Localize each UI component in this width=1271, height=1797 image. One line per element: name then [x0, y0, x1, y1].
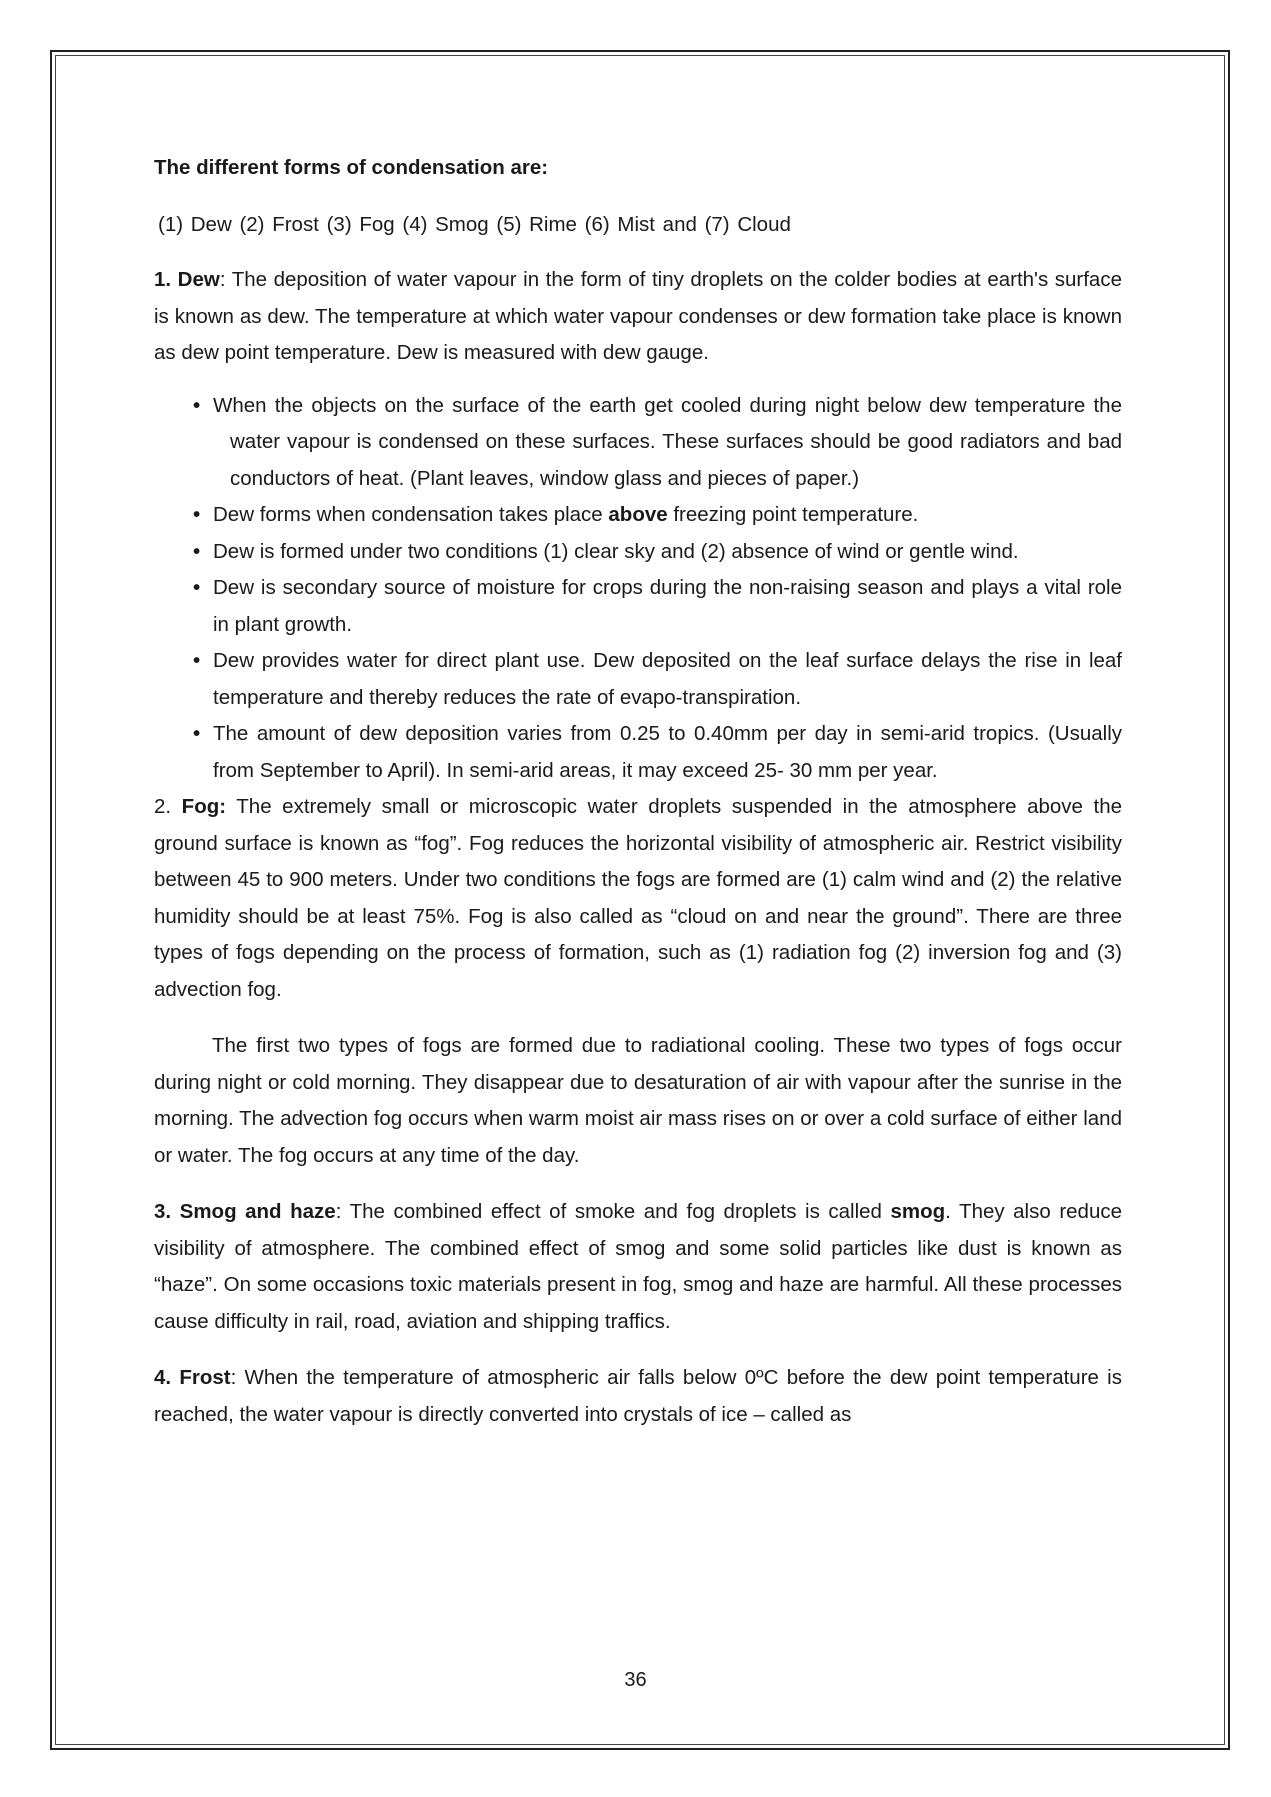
frost-label: 4. Frost: [154, 1366, 231, 1389]
fog-paragraph-2: The first two types of fogs are formed due to radiational cooling. These two types of fogs occur during night or cold morning. They disappear due to desaturation of air with vapour after the sunrise in the morning. The advection fog occurs when warm moist air mass rises on or over a cold surface of either land or water. The fog occurs at any time of the day.: [154, 1034, 1122, 1167]
bullet-icon: •: [193, 576, 201, 599]
dew-bullet-3: • Dew is formed under two conditions (1) clear sky and (2) absence of wind or gentle wind.: [154, 534, 1122, 571]
bullet-icon: •: [193, 539, 201, 563]
fog-label: Fog:: [181, 795, 227, 818]
smog-paragraph: 3. Smog and haze: The combined effect of smoke and fog droplets is called smog. They also reduce visibility of atmosphere. The combined effect of smog and some solid particles like dust is known as “haze”. On some occasions toxic materials present in fog, smog and haze are harmful. All these processes cause difficulty in rail, road, aviation and shipping traffics.: [154, 1200, 1122, 1333]
dew-text: : The deposition of water vapour in the form of tiny droplets on the colder bodies at earth's surface is known as dew. The temperature at which water vapour condenses or dew formation take place is known as dew point temperature. Dew is measured with dew gauge.: [154, 268, 1122, 364]
section-heading: The different forms of condensation are:: [154, 156, 549, 179]
bullet-icon: •: [193, 649, 201, 672]
dew-bullet-list: [154, 388, 1122, 790]
fog-paragraph: 2. Fog: The extremely small or microscopic water droplets suspended in the atmosphere above the ground surface is known as “fog”. Fog reduces the horizontal visibility of atmospheric air. Restrict visibility between 45 to 900 meters. Under two conditions the fogs are formed are (1) calm wind and (2) the relative humidity should be at least 75%. Fog is also called as “cloud on and near the ground”. There are three types of fogs depending on the process of formation, such as (1) radiation fog (2) inversion fog and (3) advection fog.: [154, 795, 1123, 1001]
dew-paragraph: [154, 262, 1122, 372]
smog-label: 3. Smog and haze: [154, 1200, 336, 1223]
dew-bullet-4: • Dew is secondary source of moisture for crops during the non-raising season and plays a vital role in plant growth.: [154, 570, 1122, 643]
dew-bullet-5: • Dew provides water for direct plant use. Dew deposited on the leaf surface delays the rise in leaf temperature and thereby reduces the rate of evapo-transpiration.: [154, 643, 1122, 716]
dew-bullet-1: • When the objects on the surface of the earth get cooled during night below dew temperature the water vapour is condensed on these surfaces. These surfaces should be good radiators and bad conductors of heat. (Plant leaves, window glass and pieces of paper.): [193, 393, 1122, 490]
frost-paragraph: 4. Frost: When the temperature of atmospheric air falls below 0ºC before the dew point temperature is reached, the water vapour is directly converted into crystals of ice – called as: [154, 1366, 1122, 1426]
bullet-icon: •: [193, 722, 201, 745]
condensation-forms-list: (1) Dew (2) Frost (3) Fog (4) Smog (5) Rime (6) Mist and (7) Cloud: [158, 212, 791, 236]
dew-bullet-6: • The amount of dew deposition varies from 0.25 to 0.40mm per day in semi-arid tropics. (Usually from September to April). In semi-arid areas, it may exceed 25- 30 mm per year.: [154, 716, 1122, 789]
page-number: 36: [624, 1669, 647, 1691]
bullet-icon: •: [193, 503, 201, 526]
dew-label: 1. Dew: [154, 268, 220, 291]
dew-bullet-2: • Dew forms when condensation takes place above freezing point temperature.: [154, 497, 1122, 534]
page-content: [154, 150, 1122, 1433]
